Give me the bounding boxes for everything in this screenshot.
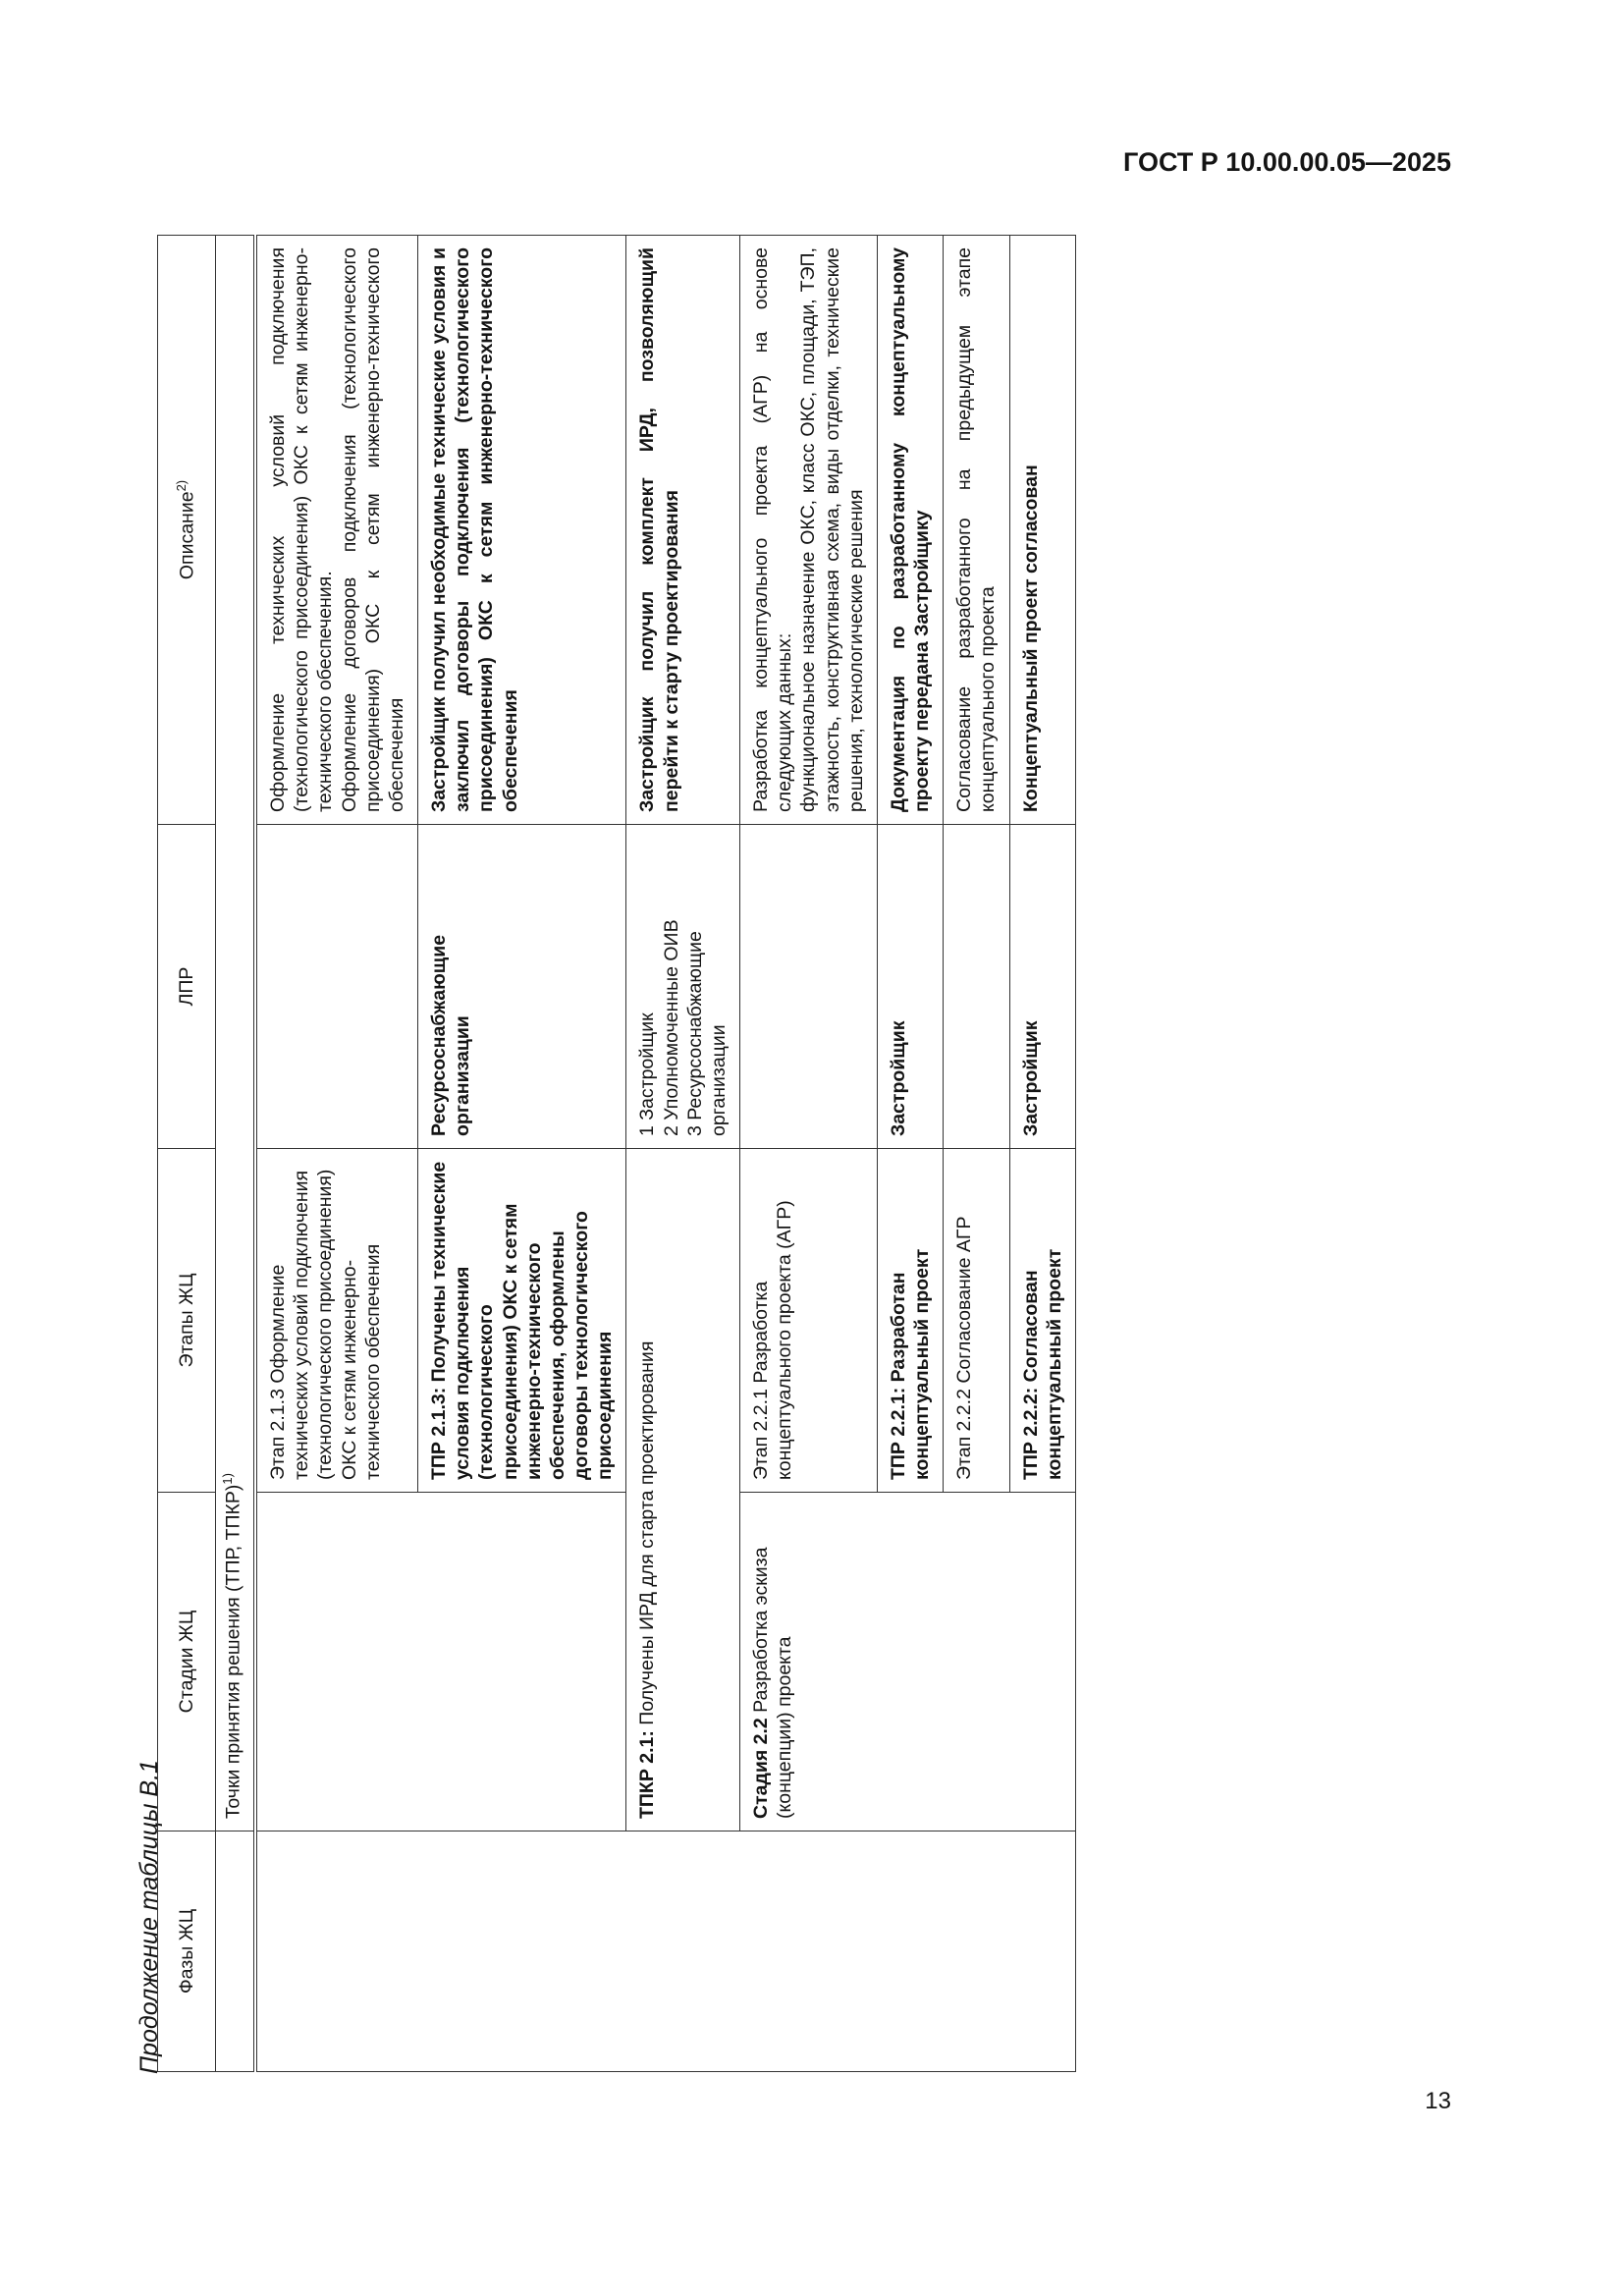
- stage-cell: [255, 1493, 626, 1831]
- tpkr-number: ТПКР 2.1:: [636, 1730, 659, 1819]
- table-row: [626, 236, 740, 2072]
- description-cell: Документация по разработанному концептуальному проекту передана Застройщику: [877, 236, 943, 825]
- step-cell: ТПР 2.1.3: Получены технические условия подключения (технологического присоединения) ОКС к сетям инженерно-технического обеспечения, оформлены договоры технологического присоединения: [418, 1149, 626, 1493]
- lpr-cell: [944, 825, 1009, 1149]
- header-steps: Этапы ЖЦ: [158, 1149, 216, 1493]
- lpr-cell: Застройщик: [877, 825, 943, 1149]
- step-cell: ТПР 2.2.2: Согласован концептуальный проект: [1009, 1149, 1075, 1493]
- tpkr-cell: [626, 1149, 740, 1831]
- footnote-marker: 2): [174, 479, 189, 492]
- lpr-cell: [255, 825, 418, 1149]
- lpr-cell: Застройщик: [1009, 825, 1075, 1149]
- table-row: [255, 236, 418, 2072]
- stage-number: Стадия 2.2: [750, 1718, 773, 1819]
- header-phases: Фазы ЖЦ: [158, 1831, 216, 2072]
- lifecycle-table: [157, 235, 1076, 2072]
- document-code: ГОСТ Р 10.00.00.05—2025: [1123, 147, 1451, 177]
- tpkr-text: Получены ИРД для старта проектирования: [636, 1340, 659, 1731]
- table-header-row: [158, 236, 216, 2072]
- header-stages: Стадии ЖЦ: [158, 1493, 216, 1831]
- table-row: [740, 236, 878, 2072]
- decision-points-row: [216, 236, 256, 2072]
- step-cell: Этап 2.2.1 Разработка концептуального проекта (АГР): [740, 1149, 878, 1493]
- description-paragraph: функциональное назначение ОКС, класс ОКС, площади, ТЭП, этажность, конструктивная схема, виды отделки, технические решения, технологические решения: [797, 247, 867, 812]
- description-cell: [740, 236, 878, 825]
- step-cell: ТПР 2.2.1: Разработан концептуальный проект: [877, 1149, 943, 1493]
- lpr-item: 2 Уполномоченные ОИВ: [660, 919, 682, 1136]
- table-continuation-caption: Продолжение таблицы В.1: [135, 1760, 163, 2074]
- rotated-table-container: [157, 236, 1277, 2072]
- phase-cell: [255, 1831, 1075, 2072]
- description-cell: Концептуальный проект согласован: [1009, 236, 1075, 825]
- step-cell: Этап 2.1.3 Оформление технических условий подключения (технологического присоединения) ОКС к сетям инженерно-технического обеспечения: [255, 1149, 418, 1493]
- header-lpr: ЛПР: [158, 825, 216, 1149]
- description-paragraph: Оформление технических условий подключения (технологического присоединения) ОКС к сетям инженерно-технического обеспечения.: [267, 247, 337, 812]
- description-paragraph: Разработка концептуального проекта (АГР) на основе следующих данных:: [750, 247, 796, 812]
- lpr-cell: Ресурсоснабжающие организации: [418, 825, 626, 1149]
- decision-points-label: Точки принятия решения (ТПР, ТПКР): [222, 1484, 244, 1819]
- description-cell: Согласование разработанного на предыдущем этапе концептуального проекта: [944, 236, 1009, 825]
- description-cell: Застройщик получил необходимые технические условия и заключил договоры подключения (технологического присоединения) ОКС к сетям инженерно-технического обеспечения: [418, 236, 626, 825]
- lpr-cell: [740, 825, 878, 1149]
- stage-cell: [740, 1493, 1076, 1831]
- decision-points-empty-cell: [216, 1831, 256, 2072]
- lpr-cell: [626, 825, 740, 1149]
- description-cell: Застройщик получил комплект ИРД, позволяющий перейти к старту проектирования: [626, 236, 740, 825]
- description-cell: [255, 236, 418, 825]
- lpr-item: 3 Ресурсоснабжающие организации: [683, 931, 730, 1136]
- header-description-text: Описание: [176, 491, 198, 580]
- footnote-marker: 1): [220, 1473, 235, 1485]
- page-number: 13: [1425, 2088, 1451, 2114]
- step-cell: Этап 2.2.2 Согласование АГР: [944, 1149, 1009, 1493]
- header-description: [158, 236, 216, 825]
- stage-text: Разработка эскиза (концепции) проекта: [750, 1547, 796, 1819]
- description-paragraph: Оформление договоров подключения (технологического присоединения) ОКС к сетям инженерно-технического обеспечения: [338, 247, 407, 812]
- decision-points-cell: [216, 236, 256, 1831]
- lpr-item: 1 Застройщик: [636, 1012, 659, 1136]
